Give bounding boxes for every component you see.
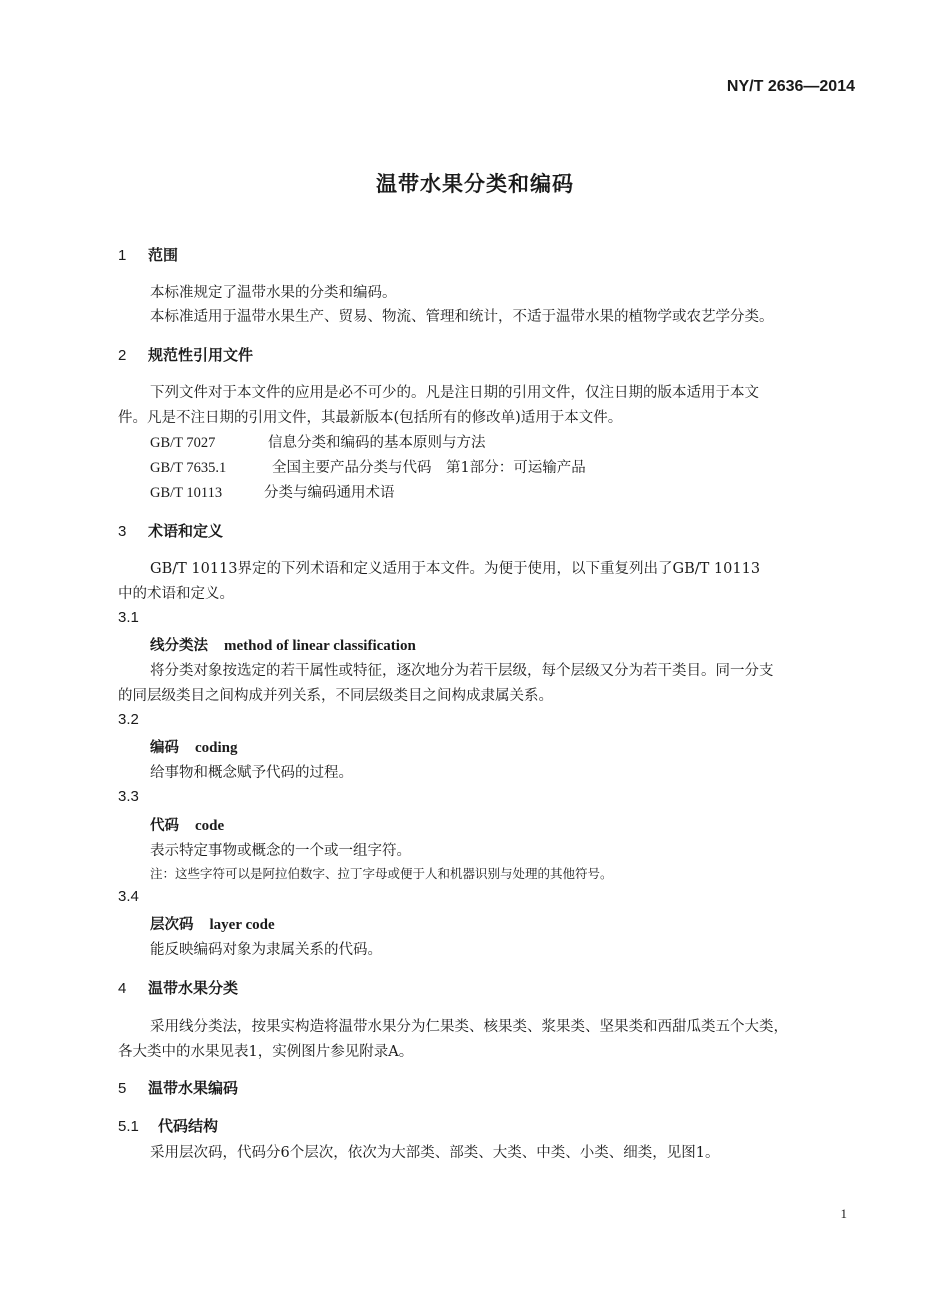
- reference-title: 信息分类和编码的基本原则与方法: [268, 435, 486, 451]
- section-1-heading: [118, 244, 178, 265]
- reference-code: GB/T 10113: [150, 485, 223, 501]
- paragraph-continuation: 中的术语和定义。: [118, 586, 234, 602]
- page-number: 1: [840, 1206, 847, 1221]
- subsection-5-1-heading: [118, 1115, 218, 1136]
- reference-title: 分类与编码通用术语: [264, 485, 395, 501]
- paragraph-continuation: 件。凡是不注日期的引用文件，其最新版本(包括所有的修改单)适用于本文件。: [118, 410, 623, 426]
- term-definition-continuation: 的同层级类目之间构成并列关系，不同层级类目之间构成隶属关系。: [118, 688, 553, 704]
- section-title: 规范性引用文件: [148, 346, 254, 364]
- term-english: layer code: [209, 917, 275, 933]
- term-definition: 表示特定事物或概念的一个或一组字符。: [150, 843, 411, 859]
- document-title: 温带水果分类和编码: [376, 172, 574, 196]
- section-number: 4: [118, 980, 127, 997]
- section-title: 术语和定义: [148, 522, 224, 540]
- subsection-number: 5.1: [118, 1118, 139, 1135]
- normative-reference: [150, 456, 586, 477]
- normative-reference: [150, 481, 395, 502]
- term-heading: [150, 736, 238, 757]
- section-number: 5: [118, 1080, 127, 1097]
- section-title: 温带水果分类: [148, 979, 239, 997]
- paragraph: GB/T 10113界定的下列术语和定义适用于本文件。为便于使用，以下重复列出了GB/T 10113: [150, 561, 761, 577]
- paragraph: 采用层次码，代码分6个层次，依次为大部类、部类、大类、中类、小类、细类，见图1。: [150, 1145, 720, 1161]
- reference-code: GB/T 7635.1: [150, 460, 227, 476]
- section-number: 1: [118, 247, 127, 264]
- term-chinese: 代码: [150, 818, 179, 834]
- term-chinese: 层次码: [150, 917, 194, 933]
- section-4-heading: [118, 977, 238, 998]
- reference-title: 全国主要产品分类与代码 第1部分：可运输产品: [272, 460, 586, 476]
- term-english: method of linear classification: [224, 638, 416, 654]
- section-5-heading: [118, 1077, 238, 1098]
- term-chinese: 编码: [150, 740, 179, 756]
- section-3-heading: [118, 520, 223, 541]
- term-number: 3.2: [118, 711, 139, 728]
- term-definition: 将分类对象按选定的若干属性或特征，逐次地分为若干层级，每个层级又分为若干类目。同一分支: [150, 663, 774, 679]
- paragraph: 下列文件对于本文件的应用是必不可少的。凡是注日期的引用文件，仅注日期的版本适用于本文: [150, 385, 759, 401]
- term-heading: [150, 814, 224, 835]
- reference-code: GB/T 7027: [150, 435, 216, 451]
- section-title: 温带水果编码: [148, 1079, 239, 1097]
- subsection-title: 代码结构: [158, 1117, 219, 1135]
- term-number: 3.4: [118, 888, 139, 905]
- term-definition: 能反映编码对象为隶属关系的代码。: [150, 942, 382, 958]
- paragraph-continuation: 各大类中的水果见表1，实例图片参见附录A。: [118, 1044, 414, 1060]
- term-definition: 给事物和概念赋予代码的过程。: [150, 765, 353, 781]
- paragraph: 本标准适用于温带水果生产、贸易、物流、管理和统计，不适于温带水果的植物学或农艺学分类。: [150, 309, 774, 325]
- section-title: 范围: [148, 246, 179, 264]
- paragraph: 采用线分类法，按果实构造将温带水果分为仁果类、核果类、浆果类、坚果类和西甜瓜类五个大类，: [150, 1019, 788, 1035]
- normative-reference: [150, 431, 486, 452]
- paragraph: 本标准规定了温带水果的分类和编码。: [150, 285, 397, 301]
- term-english: code: [195, 818, 225, 834]
- term-number: 3.1: [118, 609, 139, 626]
- term-note: 注：这些字符可以是阿拉伯数字、拉丁字母或便于人和机器识别与处理的其他符号。: [150, 866, 613, 881]
- section-number: 2: [118, 347, 127, 364]
- section-number: 3: [118, 523, 127, 540]
- standard-code: NY/T 2636—2014: [726, 78, 855, 95]
- section-2-heading: [118, 344, 253, 365]
- term-heading: [150, 634, 416, 655]
- term-number: 3.3: [118, 788, 139, 805]
- term-chinese: 线分类法: [150, 638, 208, 654]
- term-english: coding: [195, 740, 238, 756]
- term-heading: [150, 913, 275, 934]
